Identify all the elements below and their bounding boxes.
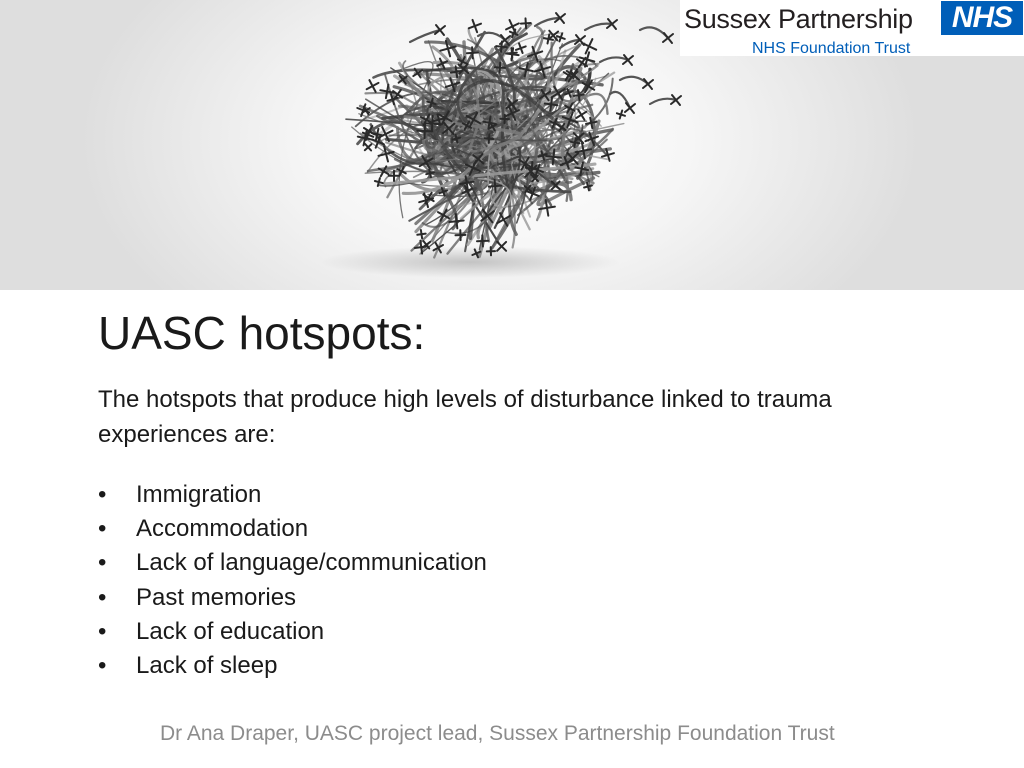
list-item: • Lack of language/communication (98, 546, 487, 580)
list-item: • Lack of education (98, 615, 487, 649)
sussex-partnership-logo (680, 0, 1024, 56)
list-item: • Accommodation (98, 512, 487, 546)
hotspot-list (98, 478, 487, 683)
slide-title: UASC hotspots: (98, 307, 426, 359)
logo-org-name: Sussex Partnership (684, 4, 913, 34)
list-item: • Immigration (98, 478, 487, 512)
logo-sub-name: NHS Foundation Trust (752, 40, 911, 57)
list-item: • Lack of sleep (98, 649, 487, 683)
footer-credit: Dr Ana Draper, UASC project lead, Sussex Partnership Foundation Trust (160, 722, 835, 745)
intro-text: The hotspots that produce high levels of disturbance linked to trauma experiences are: (98, 386, 832, 448)
list-item: • Past memories (98, 581, 487, 615)
nhs-badge: NHS (941, 1, 1023, 35)
